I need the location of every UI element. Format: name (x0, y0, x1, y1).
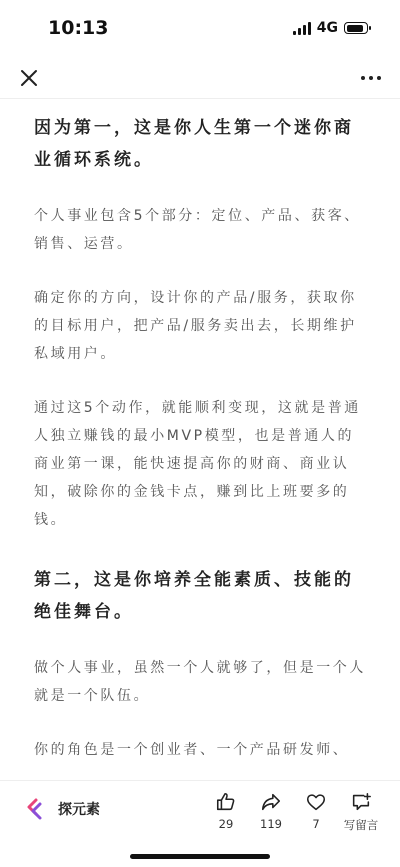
article-body (34, 112, 366, 778)
network-type: 4G (316, 20, 338, 36)
status-time: 10:13 (48, 17, 109, 39)
share-count: 119 (260, 817, 282, 831)
status-bar (0, 0, 400, 58)
comment-label: 写留言 (343, 818, 379, 832)
paragraph-3: 通过这5个动作，就能顺利变现，这就是普通人独立赚钱的最小MVP模型，也是普通人的商业第一课，能快速提高你的财商、商业认知，破除你的金钱卡点，赚到比上班要多的钱。 (34, 400, 361, 528)
close-button[interactable] (18, 67, 40, 89)
share-arrow-icon (260, 791, 282, 813)
like-button[interactable] (206, 791, 246, 831)
comment-plus-icon (350, 791, 372, 813)
brand-name: 探元素 (58, 802, 100, 818)
paragraph-2: 确定你的方向，设计你的产品/服务，获取你的目标用户，把产品/服务卖出去，长期维护私域用户。 (34, 290, 357, 362)
paragraph-4: 做个人事业，虽然一个人就够了，但是一个人就是一个队伍。 (34, 660, 366, 704)
share-button[interactable] (251, 791, 291, 831)
account-brand[interactable] (24, 797, 100, 821)
more-dots-icon (360, 70, 382, 86)
home-indicator[interactable] (130, 854, 270, 859)
thumbs-up-icon (215, 791, 237, 813)
bottom-action-bar (0, 780, 400, 841)
signal-icon (293, 22, 311, 35)
more-button[interactable] (360, 70, 382, 86)
close-icon (18, 67, 40, 89)
paragraph-5: 你的角色是一个创业者、一个产品研发师、 (34, 742, 350, 758)
section-heading-1: 因为第一，这是你人生第一个迷你商业循环系统。 (34, 118, 354, 170)
favorite-count: 7 (312, 817, 320, 831)
section-heading-2: 第二，这是你培养全能素质、技能的绝佳舞台。 (34, 570, 354, 622)
like-count: 29 (218, 817, 234, 831)
nav-bar (0, 58, 400, 99)
comment-button[interactable] (341, 791, 381, 833)
brand-logo-icon (24, 797, 44, 821)
paragraph-1: 个人事业包含5个部分：定位、产品、获客、销售、运营。 (34, 208, 361, 252)
status-icons (293, 20, 368, 36)
favorite-button[interactable] (296, 791, 336, 831)
heart-icon (305, 791, 327, 813)
battery-icon (344, 22, 368, 34)
